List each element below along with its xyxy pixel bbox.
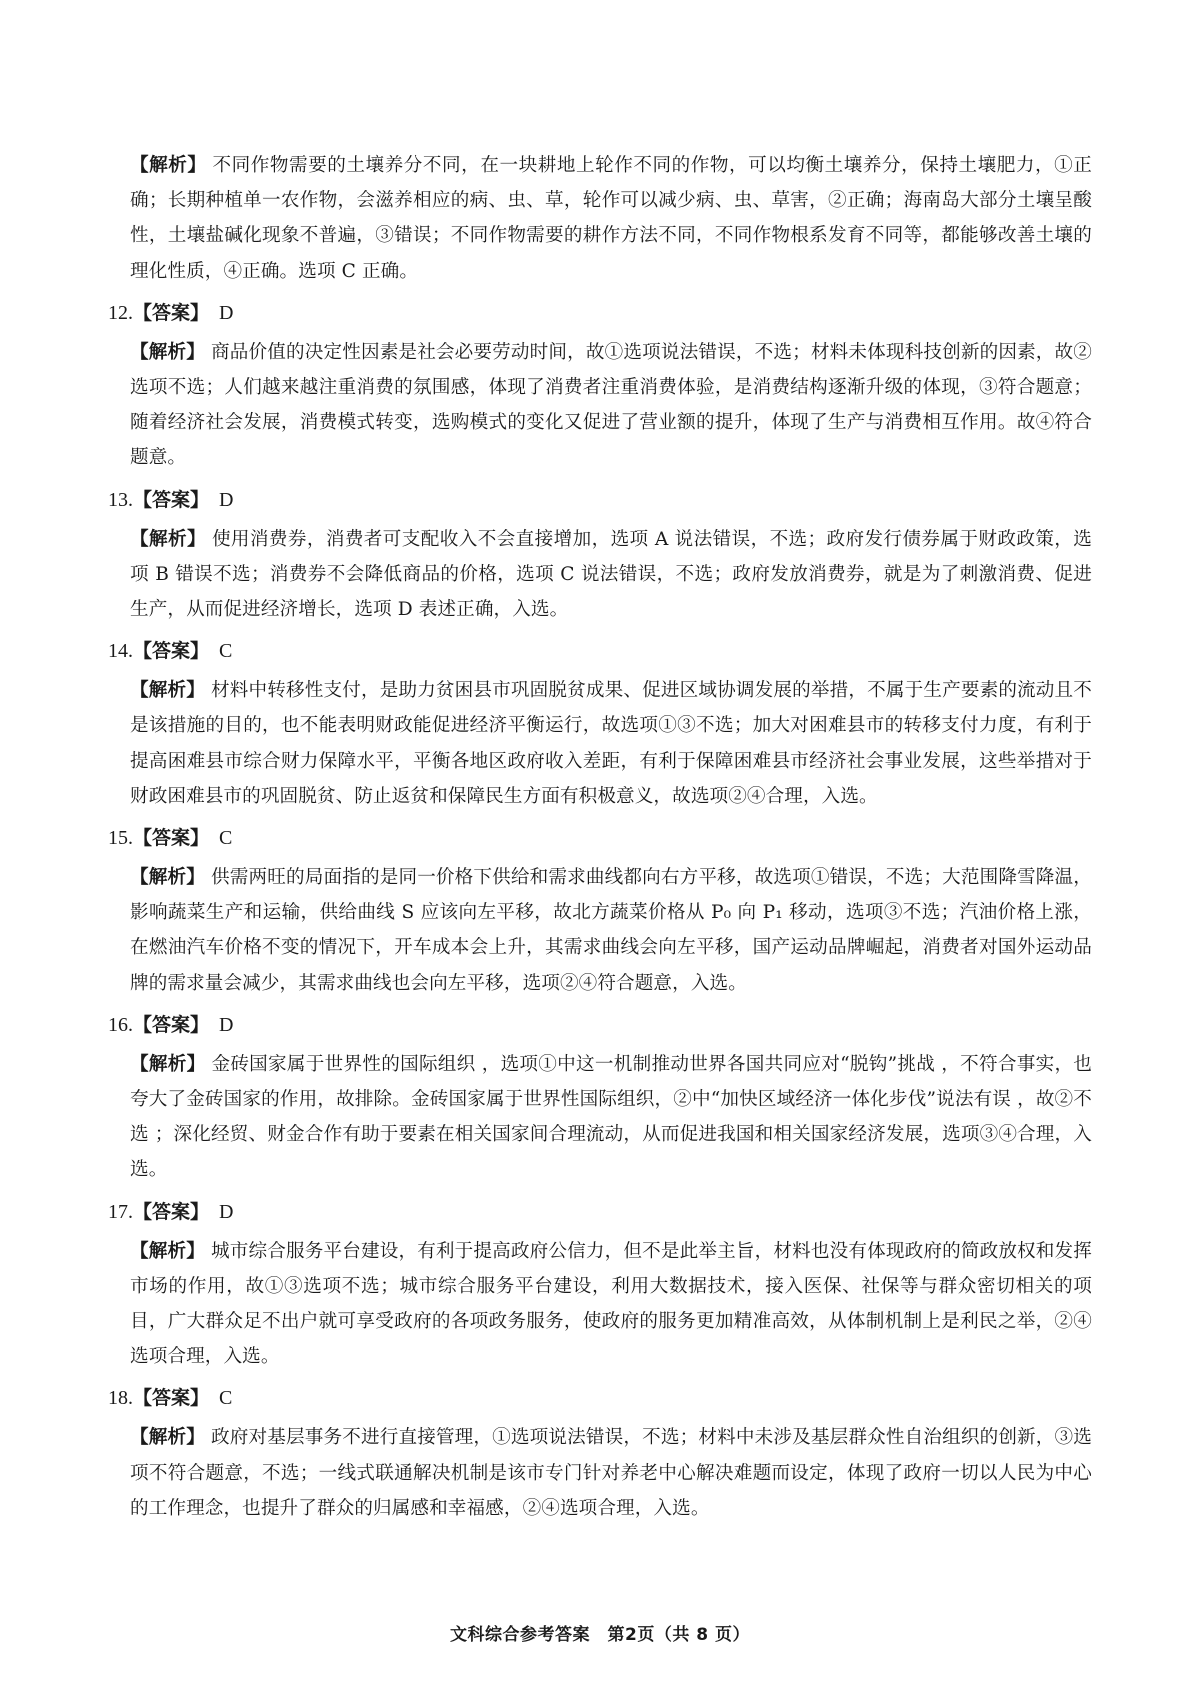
analysis-text: 商品价值的决定性因素是社会必要劳动时间，故①选项说法错误，不选；材料未体现科技创新的因素，故②选项不选；人们越来越注重消费的氛围感，体现了消费者注重消费体验，是消费结构逐渐升级的体现，③符合题意；随着经济社会发展，消费模式转变，选购模式的变化又促进了营业额的提升，体现了生产与消费相互作用。故④符合题意。 — [130, 341, 1092, 469]
answer-line-13 — [108, 480, 1092, 520]
analysis-text: 城市综合服务平台建设，有利于提高政府公信力，但不是此举主旨，材料也没有体现政府的简政放权和发挥市场的作用，故①③选项不选；城市综合服务平台建设，利用大数据技术，接入医保、社保等与群众密切相关的项目，广大群众足不出户就可享受政府的各项政务服务，使政府的服务更加精准高效，从体制机制上是利民之举，②④选项合理，入选。 — [130, 1240, 1092, 1368]
answer-value: C — [219, 827, 233, 850]
analysis-tag: 【解析】 — [130, 867, 205, 889]
analysis-text: 政府对基层事务不进行直接管理，①选项说法错误，不选；材料中未涉及基层群众性自治组织的创新，③选项不符合题意，不选；一线式联通解决机制是该市专门针对养老中心解决难题而设定，体现了政府一切以人民为中心的工作理念，也提升了群众的归属感和幸福感，②④选项合理，入选。 — [130, 1427, 1092, 1519]
analysis-tag: 【解析】 — [130, 528, 206, 550]
question-number: 17. — [108, 1200, 133, 1223]
answer-tag: 【答案】 — [133, 1013, 210, 1036]
answer-tag: 【答案】 — [133, 640, 210, 663]
question-number: 15. — [108, 827, 133, 850]
answer-content — [108, 146, 1092, 1530]
answer-tag: 【答案】 — [133, 301, 210, 324]
analysis-text: 不同作物需要的土壤养分不同，在一块耕地上轮作不同的作物，可以均衡土壤养分，保持土壤肥力，①正确；长期种植单一农作物，会滋养相应的病、虫、草，轮作可以减少病、虫、草害，②正确；海南岛大部分土壤呈酸性，土壤盐碱化现象不普遍，③错误；不同作物需要的耕作方法不同，不同作物根系发育不同等，都能够改善土壤的理化性质，④正确。选项 C 正确。 — [130, 155, 1092, 282]
answer-line-16 — [108, 1005, 1092, 1045]
question-number: 18. — [108, 1387, 133, 1410]
answer-value: D — [219, 1200, 234, 1223]
analysis-tag: 【解析】 — [130, 155, 207, 176]
analysis-block-14 — [130, 673, 1092, 814]
answer-value: D — [219, 488, 234, 511]
answer-line-12 — [108, 293, 1092, 333]
analysis-tag: 【解析】 — [130, 1053, 206, 1075]
answer-line-18 — [108, 1378, 1092, 1418]
answer-value: C — [219, 640, 233, 663]
answer-tag: 【答案】 — [133, 1387, 210, 1410]
analysis-block-11 — [130, 148, 1092, 289]
analysis-text: 使用消费券，消费者可支配收入不会直接增加，选项 A 说法错误，不选；政府发行债券属于财政政策，选项 B 错误不选；消费券不会降低商品的价格，选项 C 说法错误，不选；政府发放消费券，就是为了刺激消费、促进生产，从而促进经济增长，选项 D 表述正确，入选。 — [130, 528, 1092, 621]
analysis-tag: 【解析】 — [130, 341, 205, 363]
analysis-block-18 — [130, 1420, 1092, 1526]
answer-tag: 【答案】 — [133, 827, 210, 850]
question-number: 12. — [108, 301, 133, 324]
analysis-text: 供需两旺的局面指的是同一价格下供给和需求曲线都向右方平移，故选项①错误，不选；大范围降雪降温，影响蔬菜生产和运输，供给曲线 S 应该向左平移，故北方蔬菜价格从 P₀ 向 P₁ 移动，选项③不选；汽油价格上涨，在燃油汽车价格不变的情况下，开车成本会上升，其需求曲线会向左平移，国产运动品牌崛起，消费者对国外运动品牌的需求量会减少，其需求曲线也会向左平移，选项②④符合题意，入选。 — [130, 867, 1092, 994]
analysis-tag: 【解析】 — [130, 1240, 205, 1262]
answer-value: C — [219, 1387, 233, 1410]
answer-line-15 — [108, 818, 1092, 858]
question-number: 14. — [108, 640, 133, 663]
analysis-block-16 — [130, 1047, 1092, 1188]
question-number: 13. — [108, 488, 133, 511]
answer-value: D — [219, 301, 234, 324]
answer-line-17 — [108, 1192, 1092, 1232]
analysis-block-12 — [130, 335, 1092, 476]
question-number: 16. — [108, 1013, 133, 1036]
answer-tag: 【答案】 — [133, 1200, 210, 1223]
answer-value: D — [219, 1013, 234, 1036]
analysis-block-15 — [130, 860, 1092, 1001]
answer-line-14 — [108, 631, 1092, 671]
analysis-block-13 — [130, 522, 1092, 628]
answer-tag: 【答案】 — [133, 488, 210, 511]
analysis-block-17 — [130, 1234, 1092, 1375]
analysis-tag: 【解析】 — [130, 1427, 205, 1449]
page-footer: 文科综合参考答案 第2页（共 8 页） — [450, 1625, 750, 1645]
analysis-tag: 【解析】 — [130, 680, 205, 702]
analysis-text: 金砖国家属于世界性的国际组织 ，选项①中这一机制推动世界各国共同应对“脱钩”挑战 ，不符合事实，也夸大了金砖国家的作用，故排除。金砖国家属于世界性国际组织，②中“加快区域经济一体化步伐”说法有误 ，故②不选 ；深化经贸、财金合作有助于要素在相关国家间合理流动，从而促进我国和相关国家经济发展，选项③④合理，入选。 — [130, 1053, 1092, 1181]
analysis-text: 材料中转移性支付，是助力贫困县市巩固脱贫成果、促进区域协调发展的举措，不属于生产要素的流动且不是该措施的目的，也不能表明财政能促进经济平衡运行，故选项①③不选；加大对困难县市的转移支付力度，有利于提高困难县市综合财力保障水平，平衡各地区政府收入差距，有利于保障困难县市经济社会事业发展，这些举措对于财政困难县市的巩固脱贫、防止返贫和保障民生方面有积极意义，故选项②④合理，入选。 — [130, 680, 1092, 807]
